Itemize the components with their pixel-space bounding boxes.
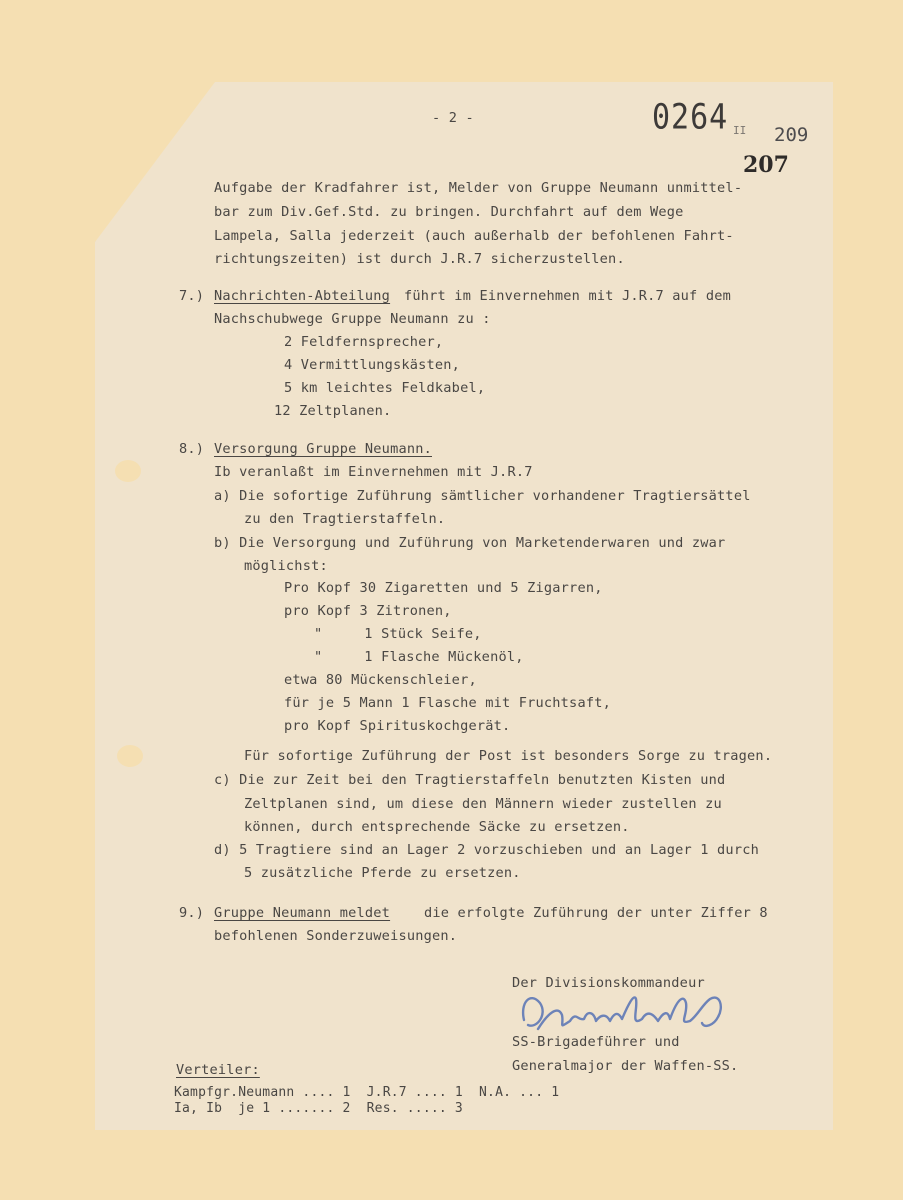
distribution-line: Kampfgr.Neumann .... 1 J.R.7 .... 1 N.A. ... 1 — [174, 1085, 560, 1100]
section-7-heading: Nachrichten-Abteilung — [214, 288, 391, 304]
list-item: " 1 Flasche Mückenöl, — [314, 649, 524, 665]
body-line: können, durch entsprechende Säcke zu ersetzen. — [244, 819, 630, 835]
section-7-number: 7.) — [179, 288, 205, 304]
section-8-heading: Versorgung Gruppe Neumann. — [214, 441, 432, 457]
section-9-number: 9.) — [179, 905, 205, 921]
body-line: c) Die zur Zeit bei den Tragtierstaffeln benutzten Kisten und — [214, 772, 726, 788]
list-item: " 1 Stück Seife, — [314, 626, 482, 642]
body-line: Zeltplanen sind, um diese den Männern wieder zustellen zu — [244, 796, 722, 812]
body-line: richtungszeiten) ist durch J.R.7 sicherzustellen. — [214, 251, 625, 267]
signature-rank: SS-Brigadeführer und — [512, 1034, 680, 1050]
body-line: Aufgabe der Kradfahrer ist, Melder von Gruppe Neumann unmittel- — [214, 180, 743, 196]
body-line: d) 5 Tragtiere sind an Lager 2 vorzuschieben und an Lager 1 durch — [214, 842, 759, 858]
archive-stamp-number: 0264 — [652, 97, 729, 138]
body-line: befohlenen Sonderzuweisungen. — [214, 928, 458, 944]
list-item: etwa 80 Mückenschleier, — [284, 672, 477, 688]
list-item: pro Kopf Spirituskochgerät. — [284, 718, 511, 734]
list-item: 12 Zeltplanen. — [274, 403, 392, 419]
list-item: 2 Feldfernsprecher, — [284, 334, 444, 350]
punch-hole — [115, 460, 141, 482]
list-item: Pro Kopf 30 Zigaretten und 5 Zigarren, — [284, 580, 603, 596]
punch-hole — [117, 745, 143, 767]
folio-pencil: 209 — [774, 124, 809, 146]
signature-rank: Generalmajor der Waffen-SS. — [512, 1058, 739, 1074]
distribution-line: Ia, Ib je 1 ....... 2 Res. ..... 3 — [174, 1101, 463, 1116]
list-item: 4 Vermittlungskästen, — [284, 357, 461, 373]
body-line: 5 zusätzliche Pferde zu ersetzen. — [244, 865, 521, 881]
list-item: pro Kopf 3 Zitronen, — [284, 603, 452, 619]
page-number: - 2 - — [432, 110, 474, 126]
body-line: führt im Einvernehmen mit J.R.7 auf dem — [404, 288, 731, 304]
body-line: die erfolgte Zuführung der unter Ziffer 8 — [424, 905, 768, 921]
body-line: Für sofortige Zuführung der Post ist besonders Sorge zu tragen. — [244, 748, 773, 764]
list-item: für je 5 Mann 1 Flasche mit Fruchtsaft, — [284, 695, 611, 711]
body-line: zu den Tragtierstaffeln. — [244, 511, 446, 527]
body-line: b) Die Versorgung und Zuführung von Marketenderwaren und zwar — [214, 535, 726, 551]
signature-title: Der Divisionskommandeur — [512, 975, 705, 991]
body-line: Ib veranlaßt im Einvernehmen mit J.R.7 — [214, 464, 533, 480]
body-line: a) Die sofortige Zuführung sämtlicher vorhandener Tragtiersättel — [214, 488, 751, 504]
distribution-heading: Verteiler: — [176, 1062, 260, 1078]
body-line: möglichst: — [244, 558, 328, 574]
body-line: Nachschubwege Gruppe Neumann zu : — [214, 311, 491, 327]
section-8-number: 8.) — [179, 441, 205, 457]
section-9-heading: Gruppe Neumann meldet — [214, 905, 391, 921]
folio-ink: 207 — [743, 152, 789, 178]
archive-stamp-suffix: II — [733, 124, 747, 137]
list-item: 5 km leichtes Feldkabel, — [284, 380, 486, 396]
body-line: Lampela, Salla jederzeit (auch außerhalb der befohlenen Fahrt- — [214, 228, 734, 244]
body-line: bar zum Div.Gef.Std. zu bringen. Durchfahrt auf dem Wege — [214, 204, 684, 220]
